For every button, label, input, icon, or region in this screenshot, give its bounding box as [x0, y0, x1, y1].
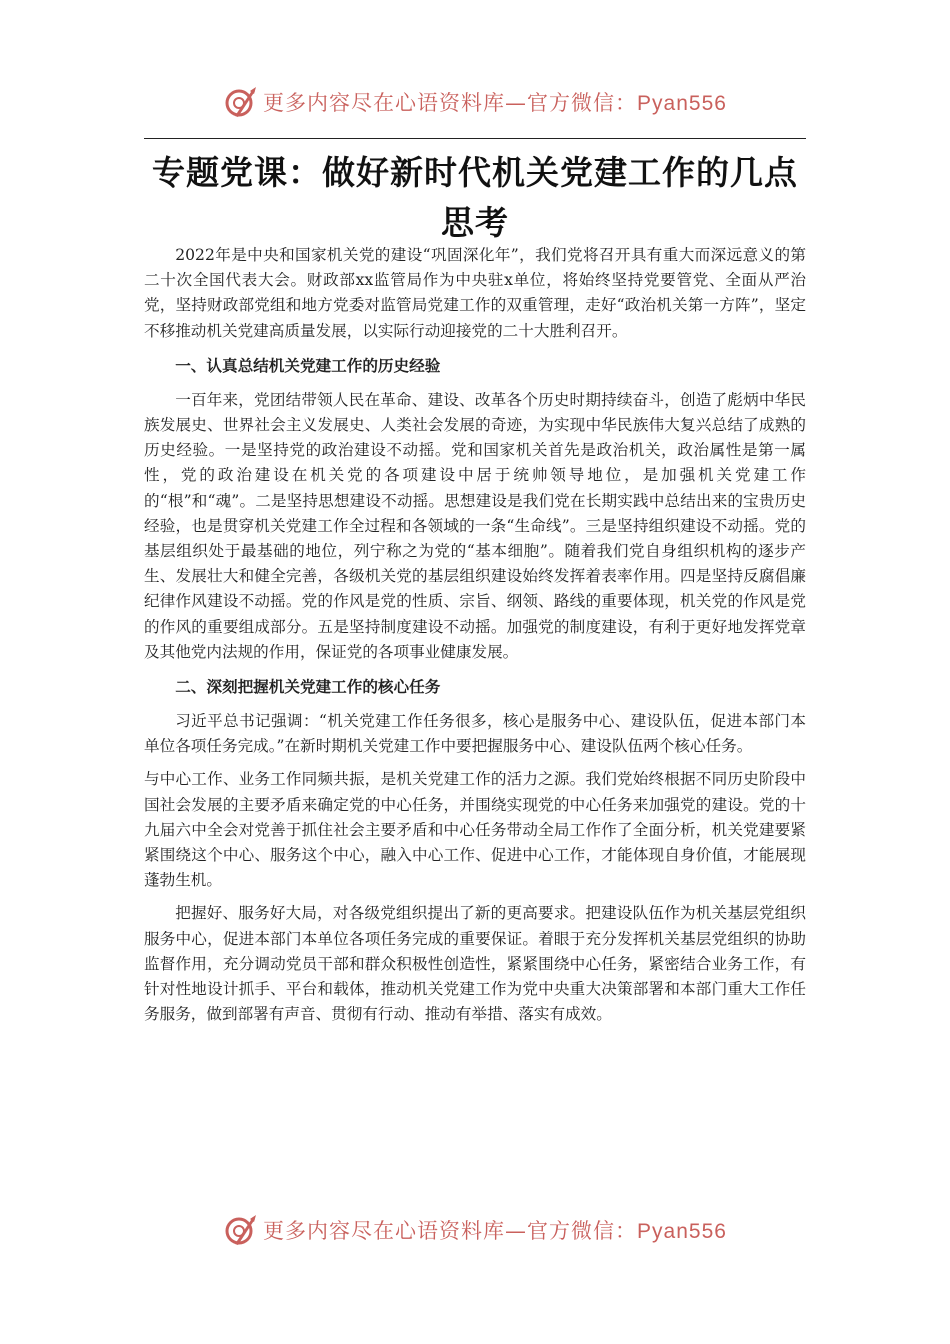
section-2-paragraph-3: 把握好、服务好大局，对各级党组织提出了新的更高要求。把建设队伍作为机关基层党组织服务中心，促进本部门本单位各项任务完成的重要保证。着眼于充分发挥机关基层党组织的协助监督作用，充分调动党员干部和群众积极性创造性，紧紧围绕中心任务，紧密结合业务工作，有针对性地设计抓手、平台和载体，推动机关党建工作为党中央重大决策部署和本部门重大工作任务服务，做到部署有声音、贯彻有行动、推动有举措、落实有成效。 [144, 904, 806, 1024]
quill-logo-icon [223, 1213, 257, 1247]
footer-watermark-text: 更多内容尽在心语资料库—官方微信：Pyan556 [263, 1219, 727, 1243]
document-body [144, 243, 806, 1035]
wechat-id: Pyan556 [637, 92, 727, 115]
section-heading-1: 一、认真总结机关党建工作的历史经验 [175, 356, 441, 375]
quill-logo-icon [223, 85, 257, 119]
section-1-paragraph: 一百年来，党团结带领人民在革命、建设、改革各个历史时期持续奋斗，创造了彪炳中华民族发展史、世界社会主义发展史、人类社会发展的奇迹，为实现中华民族伟大复兴总结了成熟的历史经验。一是坚持党的政治建设不动摇。党和国家机关首先是政治机关，政治属性是第一属性，党的政治建设在机关党的各项建设中居于统帅领导地位，是加强机关党建工作的“根”和“魂”。二是坚持思想建设不动摇。思想建设是我们党在长期实践中总结出来的宝贵历史经验，也是贯穿机关党建工作全过程和各领域的一条“生命线”。三是坚持组织建设不动摇。党的基层组织处于最基础的地位，列宁称之为党的“基本细胞”。随着我们党自身组织机构的逐步产生、发展壮大和健全完善，各级机关党的基层组织建设始终发挥着表率作用。四是坚持反腐倡廉纪律作风建设不动摇。党的作风是党的性质、宗旨、纲领、路线的重要体现，机关党的作风是党的作风的重要组成部分。五是坚持制度建设不动摇。加强党的制度建设，有利于更好地发挥党章及其他党内法规的作用，保证党的各项事业健康发展。 [144, 390, 806, 661]
header-watermark-text: 更多内容尽在心语资料库—官方微信：Pyan556 [263, 91, 727, 115]
intro-paragraph: 2022年是中央和国家机关党的建设“巩固深化年”，我们党将召开具有重大而深远意义的第二十次全国代表大会。财政部xx监管局作为中央驻x单位，将始终坚持党要管党、全面从严治党，坚持财政部党组和地方党委对监管局党建工作的双重管理，走好“政治机关第一方阵”，坚定不移推动机关党建高质量发展，以实际行动迎接党的二十大胜利召开。 [144, 246, 806, 340]
document-title: 专题党课：做好新时代机关党建工作的几点思考 [152, 153, 798, 242]
footer-watermark-banner [0, 1208, 950, 1252]
header-watermark-banner [0, 80, 950, 124]
section-2-paragraph-2: 与中心工作、业务工作同频共振，是机关党建工作的活力之源。我们党始终根据不同历史阶段中国社会发展的主要矛盾来确定党的中心任务，并围绕实现党的中心任务来加强党的建设。党的十九届六中全会对党善于抓住社会主要矛盾和中心任务带动全局工作作了全面分析，机关党建要紧紧围绕这个中心、服务这个中心，融入中心工作、促进中心工作，才能体现自身价值，才能展现蓬勃生机。 [144, 770, 806, 890]
section-heading-2: 二、深刻把握机关党建工作的核心任务 [175, 678, 441, 697]
section-2-paragraph-1: 习近平总书记强调：“机关党建工作任务很多，核心是服务中心、建设队伍，促进本部门本单位各项任务完成。”在新时期机关党建工作中要把握服务中心、建设队伍两个核心任务。 [144, 712, 806, 756]
wechat-id: Pyan556 [637, 1220, 727, 1243]
header-divider [144, 138, 806, 139]
